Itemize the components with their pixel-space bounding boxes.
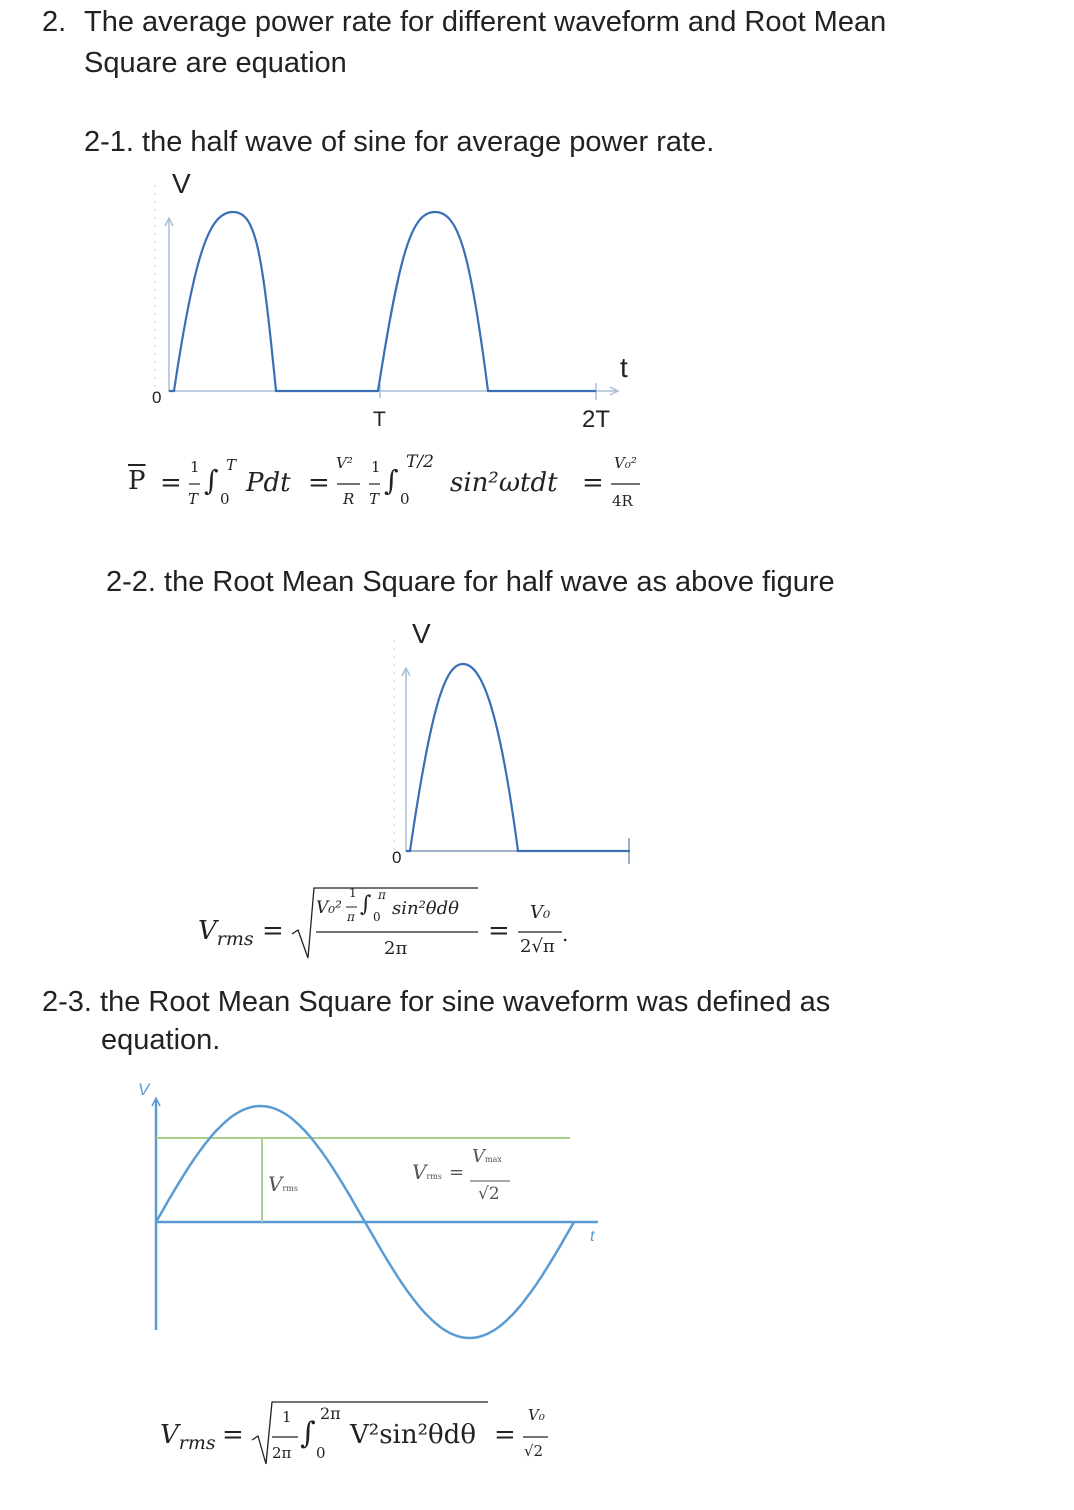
inner-integral-sign: ∫ <box>360 892 372 917</box>
int1-upper: T <box>226 456 237 474</box>
frac2-num: V² <box>336 454 353 472</box>
frac-num: 1 <box>282 1408 292 1426</box>
vrms-marker-label: Vrms <box>268 1172 298 1196</box>
equals-sign: = <box>262 916 284 946</box>
result-den: 2√π <box>520 936 555 957</box>
result-num: V₀ <box>530 902 551 923</box>
int2-body: sin²ωtdt <box>450 468 558 498</box>
int-lower: 0 <box>316 1444 326 1462</box>
outer-den: 2π <box>384 938 408 959</box>
vrms-lhs: $V_{rms}$ <box>160 1420 216 1454</box>
result-den: √2 <box>524 1442 544 1460</box>
int2-upper: T/2 <box>406 452 434 472</box>
inner-frac-den: π <box>347 910 355 924</box>
int-body: V²sin²θdθ <box>350 1420 476 1450</box>
subsection-2-3-heading-line2: equation. <box>101 1024 221 1056</box>
section-number: 2. <box>42 6 67 38</box>
result-den: 4R <box>612 492 633 510</box>
half-wave-axis-t-label: t <box>620 352 628 383</box>
section-title-line2: Square are equation <box>84 47 347 79</box>
subsection-2-1-heading: 2-1. the half wave of sine for average power rate. <box>84 126 715 158</box>
half-wave-origin-label: 0 <box>152 388 162 407</box>
frac3-den: T <box>369 490 380 508</box>
equals-sign: = <box>160 468 182 498</box>
equals-sign-3: = <box>582 468 604 498</box>
sine-curve <box>156 1106 574 1338</box>
int1-body: Pdt <box>246 468 291 498</box>
equals-sign-2: = <box>308 468 330 498</box>
integral-2-sign: ∫ <box>384 464 399 497</box>
half-wave-tick-2T: 2T <box>582 406 611 433</box>
subsection-2-2-heading: 2-2. the Root Mean Square for half wave as above figure <box>106 566 835 598</box>
relation-eq: = <box>449 1162 465 1183</box>
equals-sign-2: = <box>488 916 510 946</box>
section-title-line1: The average power rate for different waveform and Root Mean <box>84 6 887 38</box>
half-wave-tick-T: T <box>373 408 386 431</box>
frac2-den: R <box>343 490 355 508</box>
vrms-lhs: $V_{rms}$ <box>198 916 254 950</box>
inner-int-body: sin²θdθ <box>392 898 459 919</box>
result-num: V₀² <box>614 454 637 472</box>
frac-den: 2π <box>272 1444 292 1462</box>
int1-lower: 0 <box>220 490 230 508</box>
result-num: V₀ <box>528 1406 545 1424</box>
relation-den: √2 <box>478 1184 500 1204</box>
power-lhs: $\overline{P}$ <box>128 466 146 496</box>
single-wave-origin-label: 0 <box>392 848 402 867</box>
int2-lower: 0 <box>400 490 410 508</box>
subsection-2-3-heading-line1: 2-3. the Root Mean Square for sine waveform was defined as <box>42 986 831 1018</box>
frac1-den: T <box>188 490 199 508</box>
inner-int-lower: 0 <box>373 910 381 924</box>
inner-prefix: V₀² <box>316 898 342 918</box>
result-trail: . <box>562 922 569 946</box>
integral-sign: ∫ <box>300 1416 316 1451</box>
single-wave-curve <box>406 664 630 851</box>
int-upper: 2π <box>320 1404 341 1423</box>
relation-num: Vmax <box>472 1146 502 1167</box>
single-wave-axis-v-label: V <box>412 618 431 649</box>
frac1-num: 1 <box>190 458 200 476</box>
equals-sign-2: = <box>494 1420 516 1450</box>
sine-axis-t-label: t <box>590 1228 595 1245</box>
inner-frac-num: 1 <box>349 886 357 900</box>
equals-sign: = <box>222 1420 244 1450</box>
relation-lhs: Vrms <box>412 1160 442 1184</box>
integral-1-sign: ∫ <box>204 464 219 497</box>
frac3-num: 1 <box>371 458 381 476</box>
inner-int-upper: π <box>378 888 386 902</box>
half-wave-curve <box>169 212 596 391</box>
half-wave-axis-v-label: V <box>172 168 191 199</box>
sine-axis-v-label: V <box>138 1080 150 1099</box>
